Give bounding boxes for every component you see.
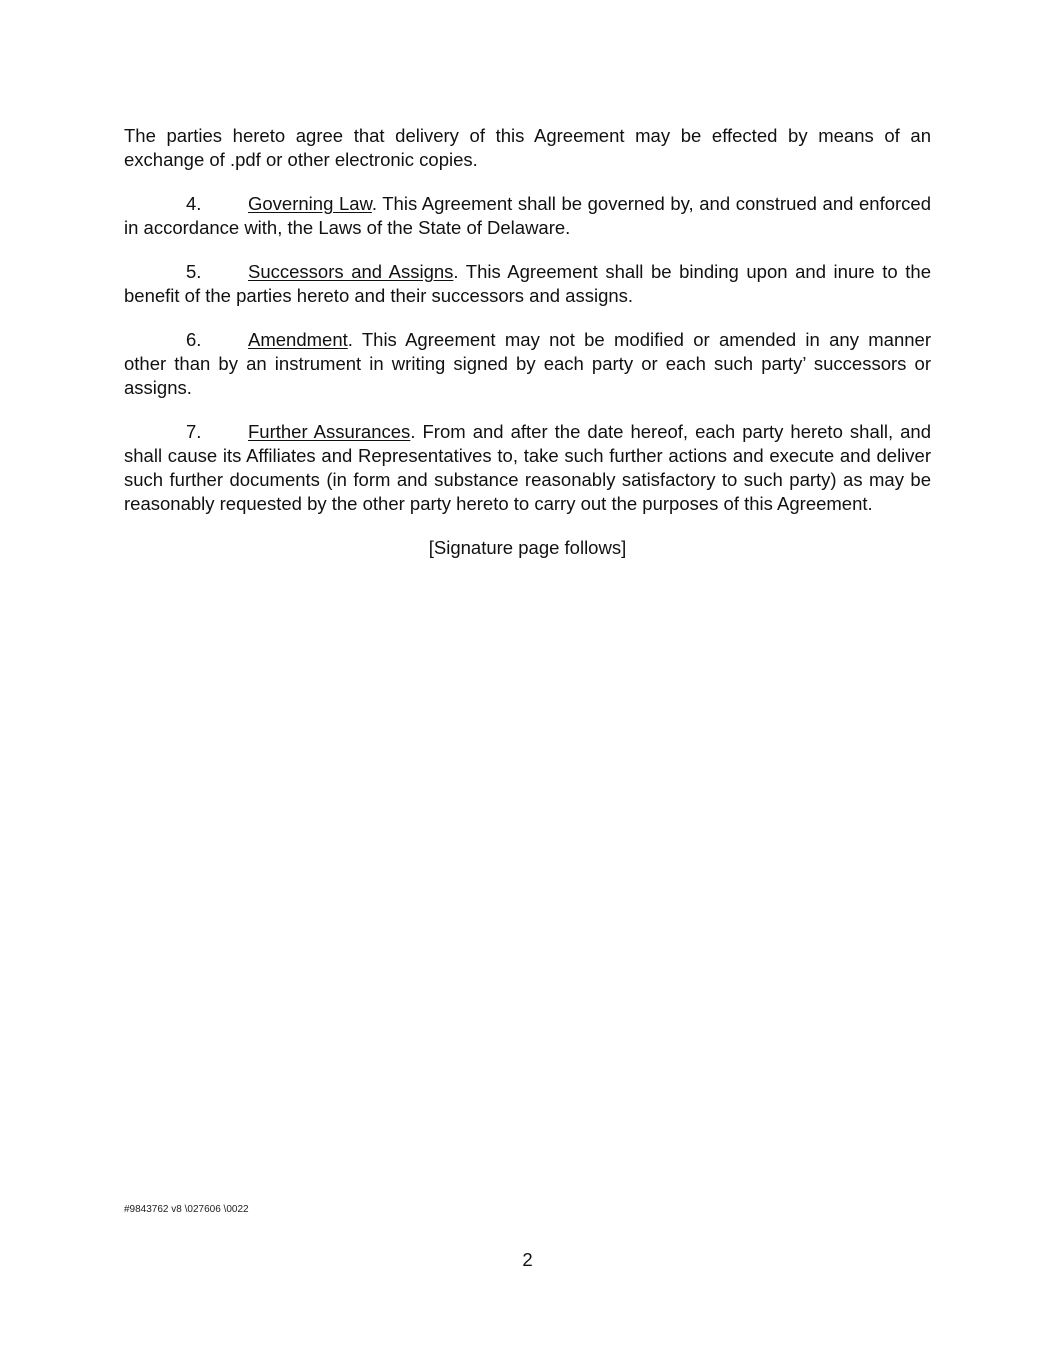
section-number: 6.	[186, 329, 202, 350]
section-amendment	[124, 328, 931, 400]
section-body: . From and after the date hereof, each party hereto shall, and shall cause its Affiliates and Representatives to, take such further actions and execute and deliver such further documents (in form and substance reasonably satisfactory to such party) as may be reasonably requested by the other party hereto to carry out the purposes of this Agreement.	[124, 421, 931, 514]
section-number: 5.	[186, 261, 202, 282]
section-heading: Successors and Assigns	[248, 261, 454, 282]
intro-paragraph: The parties hereto agree that delivery of this Agreement may be effected by means of an exchange of .pdf or other electronic copies.	[124, 125, 931, 170]
section-heading: Amendment	[248, 329, 348, 350]
section-heading: Further Assurances	[248, 421, 411, 442]
document-id-footer: #9843762 v8 \027606 \0022	[124, 1204, 249, 1215]
section-number: 7.	[186, 421, 202, 442]
section-further-assurances	[124, 420, 931, 516]
section-body: . This Agreement shall be governed by, and construed and enforced in accordance with, the Laws of the State of Delaware.	[124, 193, 931, 238]
document-body	[124, 124, 931, 580]
section-heading: Governing Law	[248, 193, 372, 214]
section-successors-and-assigns	[124, 260, 931, 308]
signature-page-note: [Signature page follows]	[428, 537, 627, 558]
page-number: 2	[522, 1249, 533, 1270]
section-number: 4.	[186, 193, 202, 214]
section-governing-law	[124, 192, 931, 240]
section-body: . This Agreement may not be modified or amended in any manner other than by an instrument in writing signed by each party or each such party’ successors or assigns.	[124, 329, 931, 398]
section-body: . This Agreement shall be binding upon and inure to the benefit of the parties hereto and their successors and assigns.	[124, 261, 931, 306]
